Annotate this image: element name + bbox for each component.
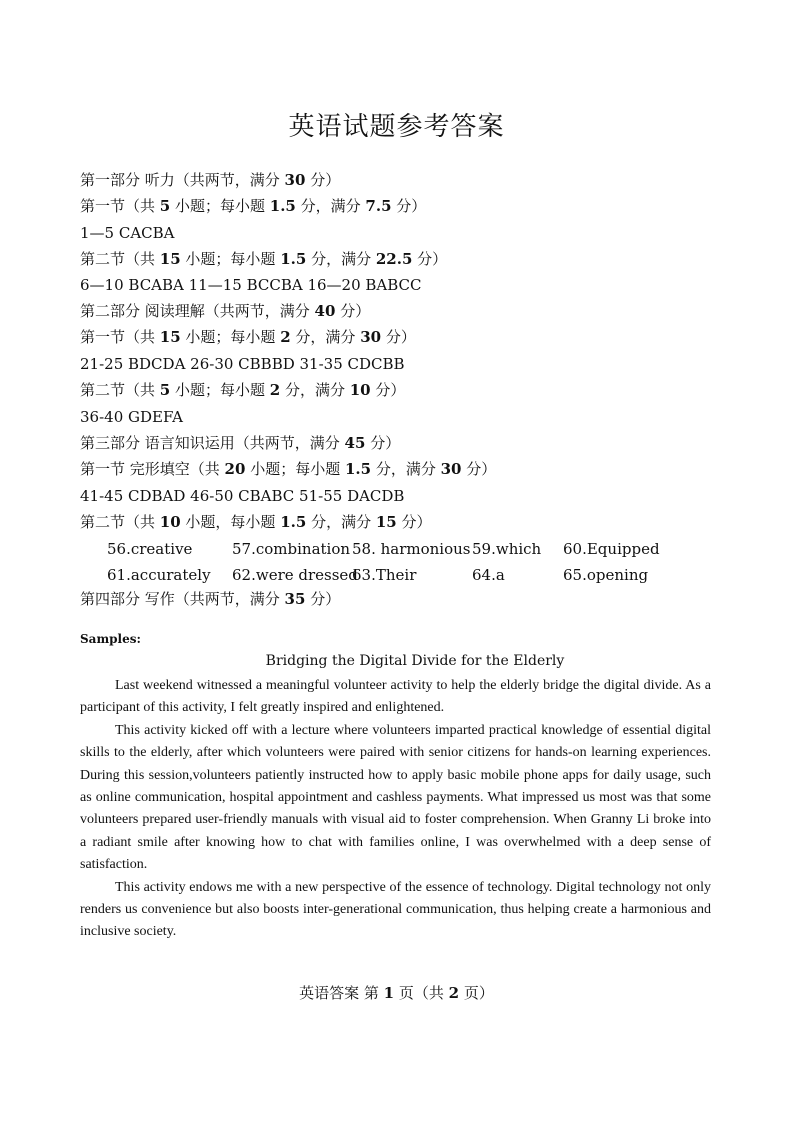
text-segment: 分）: [305, 171, 341, 189]
grammar-answer: 61.accurately: [107, 566, 211, 584]
text-segment: 小题；每小题: [170, 381, 270, 399]
part4-heading: [80, 590, 340, 608]
score-number: 20: [224, 460, 246, 478]
text-segment: 第一节（共: [80, 197, 160, 215]
score-number: 10: [159, 513, 181, 531]
text-segment: 小题；每小题: [245, 460, 345, 478]
page-footer: [0, 982, 793, 1003]
essay-body: [80, 675, 711, 944]
text-segment: 分，满分: [290, 328, 361, 346]
score-number: 10: [349, 381, 371, 399]
text-segment: 页（共: [394, 984, 449, 1002]
answer-line-part2-s2: [80, 381, 405, 399]
answer-line-part2-s1: [80, 328, 416, 346]
text-segment: 41-45 CDBAD 46-50 CBABC 51-55 DACDB: [80, 487, 405, 505]
page-title: 英语试题参考答案: [288, 112, 505, 142]
grammar-answer: 64.a: [472, 566, 505, 584]
text-segment: 第一部分 听力（共两节，满分: [80, 171, 285, 189]
answer-line-ans-21-35: [80, 355, 405, 373]
text-segment: 分）: [305, 590, 341, 608]
text-segment: 第二节（共: [80, 250, 160, 268]
grammar-answer: 63.Their: [352, 566, 417, 584]
grammar-answer: 62.were dressed: [232, 566, 358, 584]
text-segment: 小题；每小题: [180, 328, 281, 346]
text-segment: 小题，每小题: [180, 513, 281, 531]
essay-title: Bridging the Digital Divide for the Elderly: [265, 653, 565, 669]
text-segment: 6—10 BCABA 11—15 BCCBA 16—20 BABCC: [80, 276, 422, 294]
text-segment: 第四部分 写作（共两节，满分: [80, 590, 285, 608]
essay-paragraph: This activity endows me with a new perspective of the essence of technology. Digital technology not only renders us convenience but also boosts inter-generational communication, thus helping create a harmonious and inclusive society.: [80, 879, 711, 940]
text-segment: 第二部分 阅读理解（共两节，满分: [80, 302, 315, 320]
answer-line-ans-1-5: [80, 224, 175, 242]
score-number: 1.5: [344, 460, 372, 478]
answer-line-part3-s2: [80, 513, 432, 531]
score-number: 45: [344, 434, 366, 452]
score-number: 15: [375, 513, 397, 531]
text-segment: 小题；每小题: [170, 197, 270, 215]
grammar-answer: 58. harmonious: [352, 540, 471, 558]
text-segment: 分）: [370, 381, 406, 399]
score-number: 1.5: [280, 250, 307, 268]
score-number: 7.5: [365, 197, 392, 215]
score-number: 22.5: [375, 250, 413, 268]
score-number: 2: [269, 381, 281, 399]
answer-line-ans-36-40: [80, 408, 183, 426]
text-segment: 分，满分: [306, 513, 376, 531]
text-segment: 第一节（共: [80, 328, 160, 346]
score-number: 2: [448, 984, 460, 1002]
score-number: 5: [159, 197, 171, 215]
score-number: 40: [314, 302, 336, 320]
score-number: 30: [360, 328, 382, 346]
grammar-answer: 59.which: [472, 540, 542, 558]
essay-paragraph: Last weekend witnessed a meaningful volunteer activity to help the elderly bridge the digital divide. As a participant of this activity, I felt greatly inspired and enlightened.: [80, 678, 711, 716]
answer-line-part1-s2: [80, 250, 447, 268]
text-segment: 分）: [335, 302, 371, 320]
score-number: 15: [159, 328, 181, 346]
text-segment: 页）: [459, 984, 494, 1002]
grammar-answer: 60.Equipped: [563, 540, 660, 558]
text-segment: 分，满分: [371, 460, 441, 478]
text-segment: 分，满分: [306, 250, 376, 268]
text-segment: 第二节（共: [80, 381, 160, 399]
text-segment: 第二节（共: [80, 513, 160, 531]
text-segment: 36-40 GDEFA: [80, 408, 183, 426]
score-number: 1: [383, 984, 395, 1002]
text-segment: 1—5 CACBA: [80, 224, 175, 242]
grammar-answer: 57.combination: [232, 540, 351, 558]
answer-line-ans-6-20: [80, 276, 422, 294]
score-number: 35: [284, 590, 306, 608]
score-number: 30: [284, 171, 306, 189]
score-number: 15: [159, 250, 181, 268]
text-segment: 小题；每小题: [180, 250, 281, 268]
text-segment: 分）: [391, 197, 427, 215]
score-number: 30: [440, 460, 462, 478]
text-segment: 分，满分: [295, 197, 366, 215]
text-segment: 分）: [396, 513, 432, 531]
answer-line-part1-s1: [80, 197, 426, 215]
text-segment: 分）: [381, 328, 416, 346]
text-segment: 分，满分: [280, 381, 350, 399]
answer-line-part2: [80, 302, 370, 320]
text-segment: 英语答案 第: [299, 984, 384, 1002]
answer-line-part3-s1: [80, 460, 496, 478]
text-segment: 分）: [412, 250, 448, 268]
text-segment: 分）: [461, 460, 497, 478]
text-segment: 21-25 BDCDA 26-30 CBBBD 31-35 CDCBB: [80, 355, 405, 373]
score-number: 5: [159, 381, 171, 399]
score-number: 1.5: [280, 513, 307, 531]
essay-paragraph: This activity kicked off with a lecture where volunteers imparted practical knowledge of essential digital skills to the elderly, after which volunteers were paired with senior citizens for hands-on learning experiences. During this session,volunteers patiently instructed how to apply basic mobile phone apps for daily usage, such as online communication, hospital appointment and cashless payments. What impressed us most was that some volunteers prepared user-friendly manuals with visual aid to foster comprehension. When Granny Li broke into a radiant smile after knowing how to chat with families online, I was overwhelmed with a deep sense of satisfaction.: [80, 722, 711, 873]
text-segment: 分）: [365, 434, 401, 452]
answer-line-part3: [80, 434, 400, 452]
samples-label: Samples:: [80, 632, 141, 646]
text-segment: 第一节 完形填空（共: [80, 460, 225, 478]
grammar-answer: 65.opening: [563, 566, 649, 584]
answer-line-part1: [80, 171, 340, 189]
score-number: 2: [280, 328, 291, 346]
grammar-answer: 56.creative: [107, 540, 193, 558]
score-number: 1.5: [269, 197, 296, 215]
answer-line-ans-41-55: [80, 487, 404, 505]
text-segment: 第三部分 语言知识运用（共两节，满分: [80, 434, 345, 452]
